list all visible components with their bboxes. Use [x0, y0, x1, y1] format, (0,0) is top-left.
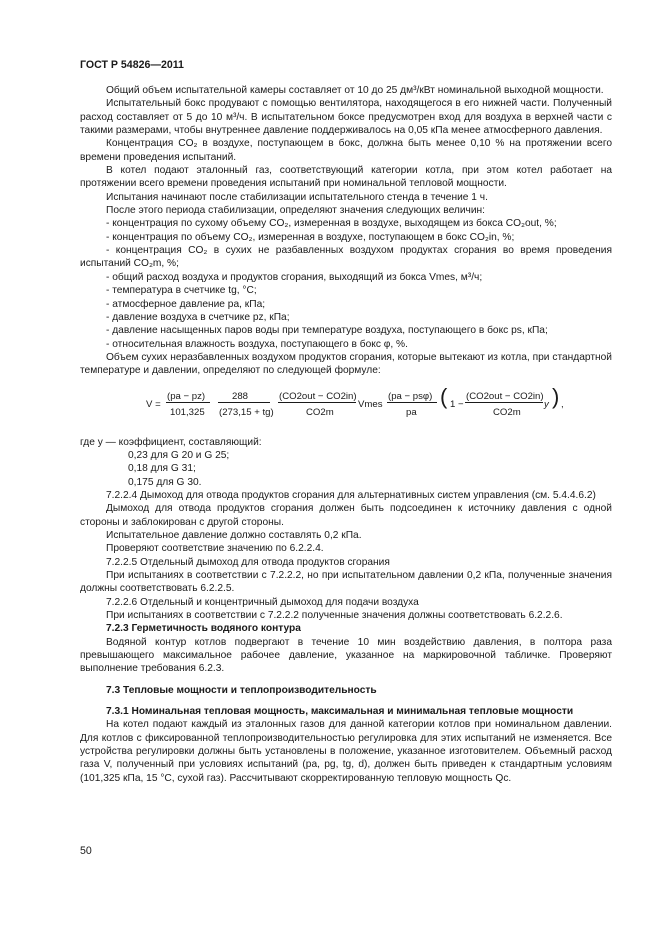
formula-t1-num: (pa − pz): [167, 390, 206, 402]
formula-y: y: [544, 398, 549, 410]
section-heading: 7.3 Тепловые мощности и теплопроизводительность: [106, 684, 377, 696]
paragraph: При испытаниях в соответствии с 7.2.2.2, но при испытательном давлении 0,2 кПа, полученные значения должны соответствовать 6.2.2.5.: [80, 570, 612, 595]
formula-t3-num: (CO2out − CO2in): [279, 390, 357, 402]
formula-intro: Объем сухих неразбавленных воздухом продуктов сгорания, которые вытекают из котла, при стандартной температуре и давлении, определяют по следующей формуле:: [80, 351, 612, 377]
section-heading: 7.3.1 Номинальная тепловая мощность, максимальная и минимальная тепловые мощности: [106, 706, 574, 718]
paragraph: После этого периода стабилизации, определяют значения следующих величин:: [106, 205, 485, 217]
formula-tail: ,: [561, 398, 564, 410]
formula-t3-den: CO2m: [306, 406, 334, 418]
formula-t2-num: 288: [232, 390, 249, 402]
fraction-bar: [278, 402, 356, 403]
formula-big-paren-right: ): [552, 383, 560, 409]
paragraph: Общий объем испытательной камеры составляет от 10 до 25 дм³/кВт номинальной выходной мощности.: [106, 85, 604, 96]
paragraph: Проверяют соответствие значению по 6.2.2.4.: [106, 543, 324, 555]
fraction-bar: [166, 402, 210, 403]
paragraph: В котел подают эталонный газ, соответствующий категории котла, при этом котел работает на протяжении всего времени проведения испытаний при номинальной тепловой мощности.: [80, 165, 612, 190]
paragraph: При испытаниях в соответствии с 7.2.2.2 полученные значения должны соответствовать 6.2.2.6.: [106, 610, 563, 622]
formula-t1-den: 101,325: [170, 406, 205, 418]
formula-big-paren-left: (: [440, 383, 448, 409]
document-body: [80, 84, 612, 785]
coefficient: 0,175 для G 30.: [128, 476, 202, 488]
document-header: ГОСТ Р 54826—2011: [80, 59, 184, 71]
paragraph: 7.2.2.6 Отдельный и концентричный дымоход для подачи воздуха: [106, 596, 419, 608]
formula-lhs: V =: [146, 398, 161, 410]
paragraph: На котел подают каждый из эталонных газов для данной категории котлов при номинальном давлении. Для котлов с фиксированной теплопроизводительностью регулировка для этих испытаний не изменяется. Все устройства регулировки должны быть установлены в положение, указанное изготовителем. Объемный расход газа V, полученный при условиях испытаний (pa, pg, tg, d), должен быть приведен к стандартным условиям (101,325 кПа, 15 °C, сухой газ). Рассчитывают скорректированную тепловую мощность Qc.: [80, 719, 612, 784]
list-item: - концентрация по сухому объему CO₂, измеренная в воздухе, выходящем из бокса CO₂out, %;: [106, 218, 557, 230]
list-item: - концентрация по объему CO₂, измеренная в воздухе, поступающем в бокс CO₂in, %;: [106, 231, 515, 243]
paragraph: 7.2.2.5 Отдельный дымоход для отвода продуктов сгорания: [106, 556, 390, 568]
formula-vmes: Vmes: [358, 398, 383, 410]
list-item: - атмосферное давление pa, кПа;: [106, 298, 266, 310]
list-item: - температура в счетчике tg, °C;: [106, 285, 257, 297]
section-heading: 7.2.3 Герметичность водяного контура: [106, 623, 301, 635]
page-number: 50: [80, 845, 92, 857]
coefficient: 0,18 для G 31;: [128, 463, 196, 475]
formula-t2-den: (273,15 + tg): [219, 406, 274, 418]
paragraph: Испытания начинают после стабилизации испытательного стенда в течение 1 ч.: [106, 191, 488, 203]
paragraph: Испытательный бокс продувают с помощью вентилятора, находящегося в его нижней части. Полученный расход составляет от 5 до 10 м³/ч. В испытательном боксе предусмотрен вход для воздуха в верхней части с такими размерами, чтобы внутреннее давление поддерживалось на 0,05 кПа менее атмосферного давления.: [80, 98, 612, 137]
formula-t5-num: (CO2out − CO2in): [466, 390, 544, 402]
formula-t5-den: CO2m: [493, 406, 521, 418]
list-item: - давление насыщенных паров воды при температуре воздуха, поступающего в бокс ps, кПа;: [106, 325, 548, 337]
paragraph: Концентрация CO₂ в воздухе, поступающем в бокс, должна быть менее 0,10 % на протяжении всего времени проведения испытаний.: [80, 138, 612, 163]
fraction-bar: [465, 402, 543, 403]
fraction-bar: [387, 402, 437, 403]
paragraph: Дымоход для отвода продуктов сгорания должен быть подсоединен к источнику давления с одной стороны и заблокирован с другой стороны.: [80, 503, 612, 528]
fraction-bar: [218, 402, 270, 403]
list-item: - относительная влажность воздуха, поступающего в бокс φ, %.: [106, 338, 408, 350]
paragraph: Водяной контур котлов подвергают в течение 10 мин воздействию давления, в полтора раза превышающего максимальное рабочее давление, указанное на маркировочной табличке. Проверяют выполнение требования 6.2.3.: [80, 636, 612, 675]
formula-t4-den: pa: [406, 406, 417, 418]
formula-t4-num: (pa − psφ): [388, 390, 433, 402]
where-line: где y — коэффициент, составляющий:: [80, 436, 262, 448]
list-item: - давление воздуха в счетчике pz, кПа;: [106, 311, 290, 323]
list-item: - концентрация CO₂ в сухих не разбавленных воздухом продуктах сгорания во время проведения испытаний CO₂m, %;: [80, 245, 612, 270]
volume-formula: [80, 380, 612, 436]
coefficient: 0,23 для G 20 и G 25;: [128, 449, 230, 461]
paragraph: Испытательное давление должно составлять 0,2 кПа.: [106, 529, 362, 541]
paragraph: 7.2.2.4 Дымоход для отвода продуктов сгорания для альтернативных систем управления (см. 5.4.4.6.2): [106, 489, 596, 501]
formula-one-minus: 1 −: [450, 398, 464, 410]
list-item: - общий расход воздуха и продуктов сгорания, выходящий из бокса Vmes, м³/ч;: [106, 271, 483, 283]
